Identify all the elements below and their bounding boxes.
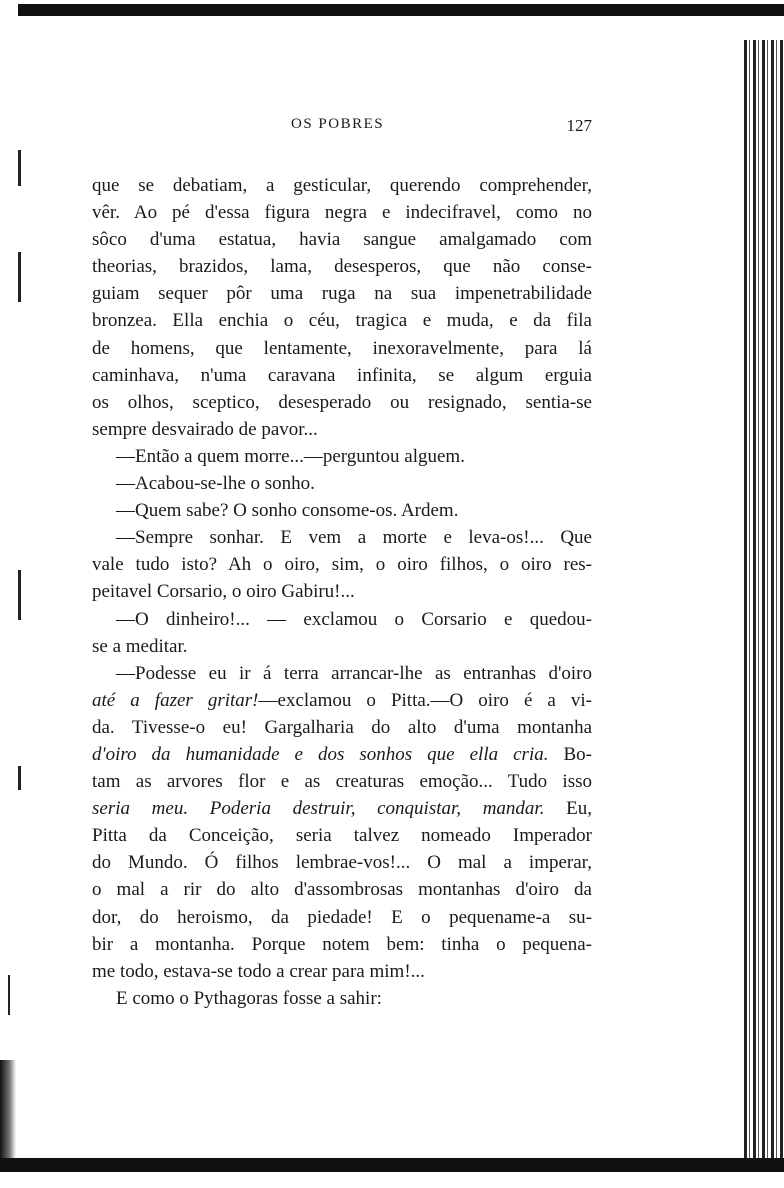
- text-line: —Sempre sonhar. E vem a morte e leva-os!... Que: [116, 527, 592, 549]
- text-line: —Então a quem morre...—perguntou alguem.: [116, 445, 465, 467]
- text-line: sempre desvairado de pavor...: [92, 418, 318, 440]
- italic-phrase: até a fazer gritar!: [92, 689, 259, 711]
- text-line: [92, 687, 592, 714]
- text-line: —Podesse eu ir á terra arrancar-lhe as entranhas d'oiro: [116, 662, 592, 684]
- line-text: Bo-: [548, 743, 592, 765]
- text-line: sôco d'uma estatua, havia sangue amalgamado com: [92, 229, 592, 251]
- text-line: —O dinheiro!... — exclamou o Corsario e quedou-: [116, 608, 592, 630]
- text-line: E como o Pythagoras fosse a sahir:: [116, 987, 382, 1009]
- running-header: [92, 116, 592, 138]
- margin-mark: [8, 975, 10, 1015]
- margin-mark: [18, 570, 21, 620]
- text-line: da. Tivesse-o eu! Gargalharia do alto d'uma montanha: [92, 716, 592, 738]
- text-line: o mal a rir do alto d'assombrosas montanhas d'oiro da: [92, 879, 592, 901]
- italic-phrase: d'oiro da humanidade e dos sonhos que ella cria.: [92, 743, 549, 765]
- text-line: theorias, brazidos, lama, desesperos, que não conse-: [92, 256, 592, 278]
- italic-phrase: seria meu. Poderia destruir, conquistar, mandar.: [92, 798, 545, 820]
- text-line: —Quem sabe? O sonho consome-os. Ardem.: [116, 500, 459, 522]
- text-line: peitavel Corsario, o oiro Gabiru!...: [92, 581, 355, 603]
- text-line: de homens, que lentamente, inexoravelmente, para lá: [92, 337, 592, 359]
- text-line: bronzea. Ella enchia o céu, tragica e muda, e da fila: [92, 310, 592, 332]
- text-line: Pitta da Conceição, seria talvez nomeado Imperador: [92, 825, 592, 847]
- text-line: se a meditar.: [92, 635, 188, 657]
- margin-mark: [18, 252, 21, 302]
- text-line: bir a montanha. Porque notem bem: tinha o pequena-: [92, 933, 592, 955]
- margin-mark: [18, 766, 21, 790]
- text-line: guiam sequer pôr uma ruga na sua impenetrabilidade: [92, 283, 592, 305]
- line-text: Eu,: [544, 798, 592, 820]
- text-line: vêr. Ao pé d'essa figura negra e indecifravel, como no: [92, 202, 592, 224]
- text-line: do Mundo. Ó filhos lembrae-vos!... O mal a imperar,: [92, 852, 592, 874]
- text-line: me todo, estava-se todo a crear para mim!...: [92, 960, 425, 982]
- margin-mark: [18, 150, 21, 186]
- text-line: vale tudo isto? Ah o oiro, sim, o oiro filhos, o oiro res-: [92, 554, 592, 576]
- line-text: —exclamou o Pitta.—O oiro é a vi-: [258, 689, 592, 711]
- text-line: caminhava, n'uma caravana infinita, se algum erguia: [92, 364, 592, 386]
- text-line: dor, do heroismo, da piedade! E o pequename-a su-: [92, 906, 592, 928]
- text-line: tam as arvores flor e as creaturas emoção... Tudo isso: [92, 771, 592, 793]
- body-text: [92, 172, 592, 1012]
- text-line: [92, 741, 592, 768]
- text-line: —Acabou-se-lhe o sonho.: [116, 473, 315, 495]
- left-binding-shadow: [0, 1060, 16, 1170]
- text-line: os olhos, sceptico, desesperado ou resignado, sentia-se: [92, 391, 592, 413]
- text-line: [92, 795, 592, 822]
- bottom-scan-border: [0, 1158, 784, 1172]
- page-title: OS POBRES: [291, 116, 385, 132]
- right-page-edge: [744, 40, 784, 1160]
- top-scan-border: [18, 4, 784, 16]
- text-line: que se debatiam, a gesticular, querendo comprehender,: [92, 175, 592, 196]
- page-number: 127: [566, 116, 592, 135]
